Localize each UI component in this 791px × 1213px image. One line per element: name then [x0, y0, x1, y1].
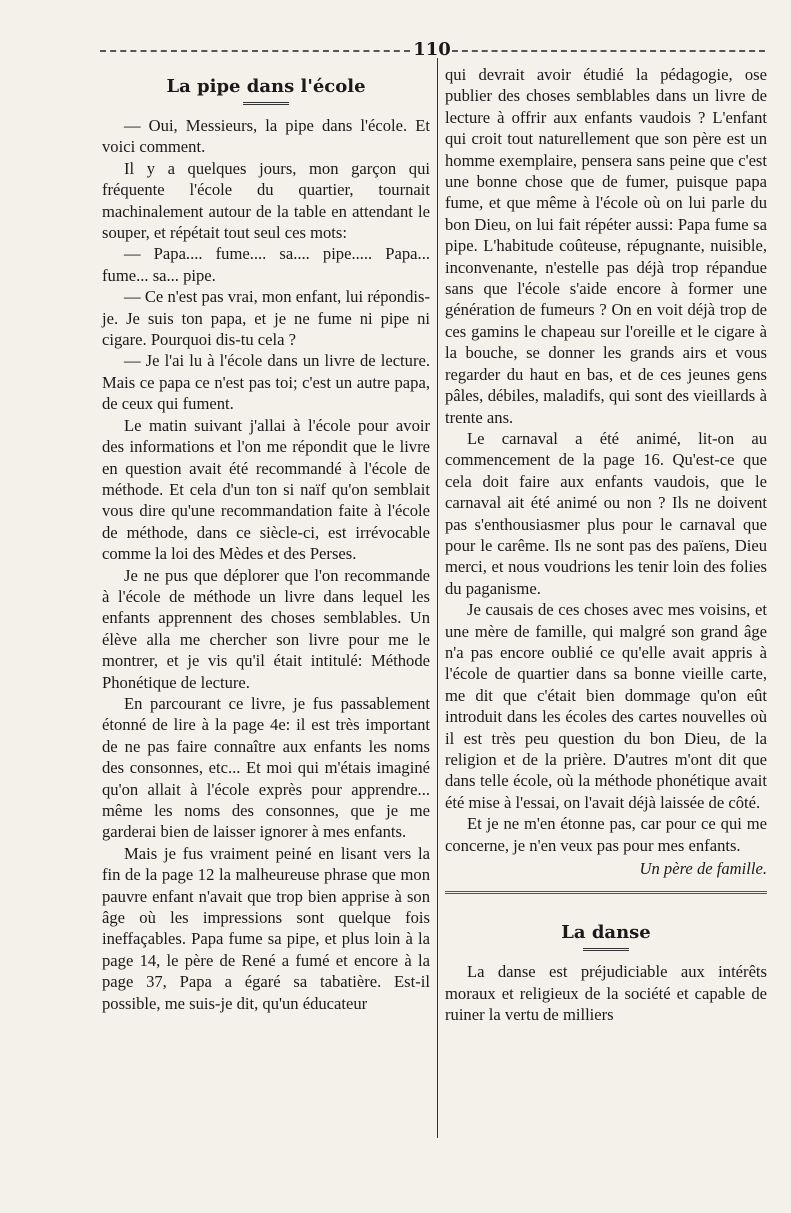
paragraph: Le carnaval a été animé, lit-on au commencement de la page 16. Qu'est-ce que cela doit faire aux enfants vaudois, que le carnaval ait été animé ou non ? Ils ne doivent pas s'enthousiasmer plus pour le carnaval que pour le carême. Ils ne sont pas des païens, Dieu merci, et nous voudrions les tenir loin des folies du paganisme.: [445, 428, 767, 598]
paragraph: Mais je fus vraiment peiné en lisant vers la fin de la page 12 la malheureuse phrase que mon pauvre enfant n'avait que trop bien apprise à son âge où les impressions sont quelque fois ineffaçables. Papa fume sa pipe, et plus loin à la page 14, le père de René a fumé et encore à la page 37, Papa a égaré sa tabatière. Est-il possible, me suis-je dit, qu'un éducateur: [102, 843, 430, 1013]
column-divider: [437, 58, 438, 1138]
signature: Un père de famille.: [639, 859, 767, 879]
right-column: [445, 64, 767, 1026]
paragraph: Et je ne m'en étonne pas, car pour ce qui me concerne, je n'en veux pas pour mes enfants.: [445, 814, 767, 855]
second-article-title: La danse: [561, 922, 651, 944]
paragraph: — Je l'ai lu à l'école dans un livre de lecture. Mais ce papa ce n'est pas toi; c'est un autre papa, de ceux qui fument.: [102, 351, 430, 414]
title-rule: [583, 948, 629, 951]
paragraph: Je ne pus que déplorer que l'on recommande à l'école de méthode un livre dans lequel les enfants apprennent des choses semblables. Un élève alla me chercher son livre pour me le montrer, et je vis qu'il était intitulé: Méthode Phonétique de lecture.: [102, 565, 430, 692]
page-number: 110: [413, 39, 451, 60]
title-rule: [243, 102, 289, 105]
header-rule-left: [100, 50, 410, 52]
paragraph: Le matin suivant j'allai à l'école pour avoir des informations et l'on me répondit que le livre en question avait été recommandé à l'école de méthode. Et cela d'un ton si naïf qu'on semblait vous dire qu'une recommandation faite à l'école de méthode, dans ce siècle-ci, est irrévocable comme la loi des Mèdes et des Perses.: [102, 415, 430, 564]
paragraph: — Ce n'est pas vrai, mon enfant, lui répondis-je. Je suis ton papa, et je ne fume ni pipe ni cigare. Pourquoi dis-tu cela ?: [102, 287, 430, 350]
left-column: [102, 68, 430, 1014]
paragraph: — Oui, Messieurs, la pipe dans l'école. Et voici comment.: [102, 116, 430, 157]
page-header: [100, 40, 765, 60]
header-rule-right: [452, 50, 765, 52]
paragraph: qui devrait avoir étudié la pédagogie, ose publier des choses semblables dans un livre de lecture à offrir aux enfants vaudois ? L'enfant qui croit tout naturellement que son père est un homme exemplaire, pensera sans peine que c'est une bonne chose que de fumer, puisque papa fume, et que même à l'école où on lui parle du bon Dieu, on lui fait répéter aussi: Papa fume sa pipe. L'habitude coûteuse, répugnante, nuisible, inconvenante, n'estelle pas déjà trop répandue sans que l'école s'aide encore à former une génération de fumeurs ? On en voit déjà trop de ces gamins le chapeau sur l'oreille et le cigare à la bouche, se donner les grands airs et vous regarder du haut en bas, et de ces jeunes gens pâles, débiles, maladifs, qui sont des vieillards à trente ans.: [445, 65, 767, 427]
paragraph: Je causais de ces choses avec mes voisins, et une mère de famille, qui malgré son grand âge n'a pas encore oublié ce qu'elle avait appris à l'école de quartier dans sa bonne vieille carte, me dit que c'était bien dommage qu'on eût introduit dans les écoles des cartes nouvelles où il est très peu question du bon Dieu, de la religion et de la prière. D'autres m'ont dit que dans telle école, où la méthode phonétique avait été mise à l'essai, on l'avait déjà laissée de côté.: [445, 600, 767, 812]
paragraph: Il y a quelques jours, mon garçon qui fréquente l'école du quartier, tournait machinalement autour de la table en attendant le souper, et répétait tout seul ces mots:: [102, 158, 430, 243]
paragraph: La danse est préjudiciable aux intérêts moraux et religieux de la société et capable de ruiner la vertu de milliers: [445, 962, 767, 1025]
section-separator: [445, 891, 767, 894]
paragraph: — Papa.... fume.... sa.... pipe..... Papa... fume... sa... pipe.: [102, 244, 430, 285]
paragraph: En parcourant ce livre, je fus passablement étonné de lire à la page 4e: il est très important de ne pas faire connaître aux enfants les noms des consonnes, etc... Et moi qui m'étais imaginé qu'on allait à l'école exprès pour apprendre... même les noms des consonnes, que je me garderai bien de laisser ignorer à mes enfants.: [102, 693, 430, 842]
article-title: La pipe dans l'école: [166, 76, 366, 97]
